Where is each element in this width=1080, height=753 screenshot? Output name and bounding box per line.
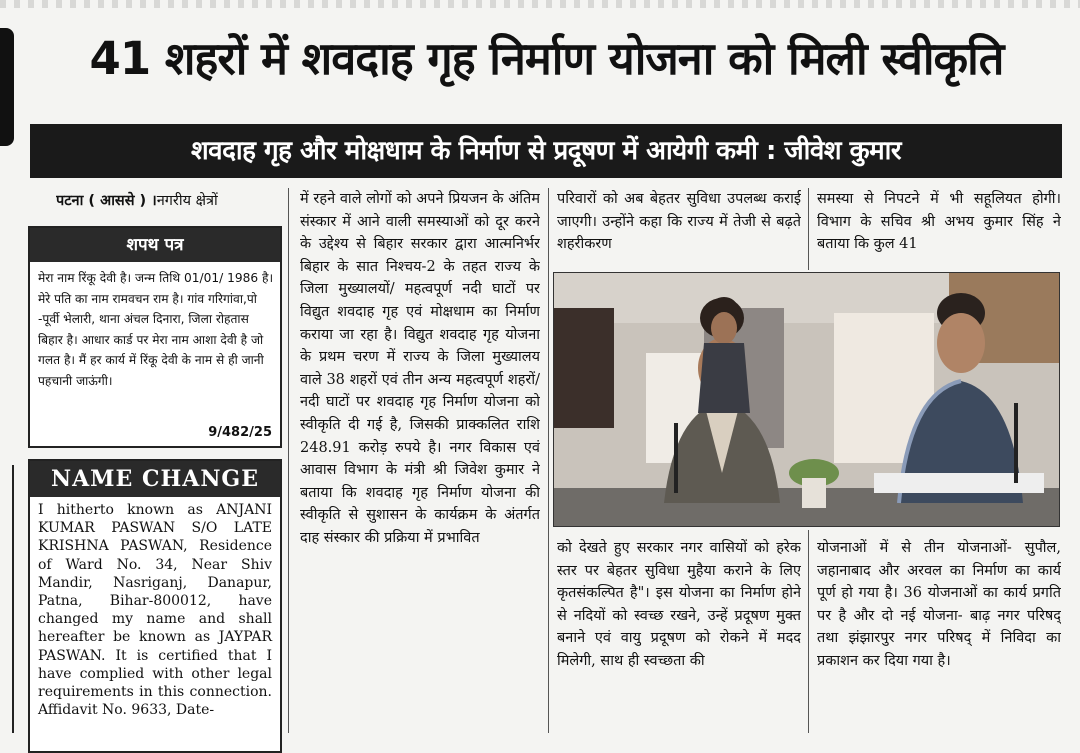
article-column-4-top: समस्या से निपटने में भी सहूलियत होगी। विभाग के सचिव श्री अभय कुमार सिंह ने बताया कि कुल 41	[817, 191, 1061, 253]
left-edge-column-rule	[0, 465, 14, 733]
headline: 41 शहरों में शवदाह गृह निर्माण योजना को मिली स्वीकृति	[89, 32, 1004, 85]
column-rule	[808, 188, 809, 270]
subheadline-bar: शवदाह गृह और मोक्षधाम के निर्माण से प्रदूषण में आयेगी कमी : जीवेश कुमार	[30, 124, 1062, 178]
article-column-4-bottom: योजनाओं में से तीन योजनाओं- सुपौल, जहानाबाद और अरवल का निर्माण का कार्य पूर्ण हो गया है। 36 योजनाओं का कार्य प्रगति पर है और दो नई योजना- बाढ़ नगर परिषद् तथा झंझारपुर नगर परिषद् में निविदा का प्रकाशन कर दिया गया है।	[817, 540, 1061, 669]
dateline-line	[56, 190, 278, 213]
column-rule	[808, 530, 809, 733]
affidavit-number: 9/482/25	[208, 425, 272, 440]
dateline: पटना ( आससे ) ।	[56, 193, 157, 209]
col1-lead-text: नगरीय क्षेत्रों	[156, 193, 218, 209]
affidavit-title: शपथ पत्र	[30, 228, 280, 262]
photo-illustration	[554, 273, 1059, 526]
affidavit-notice	[28, 226, 282, 448]
article-column-2: में रहने वाले लोगों को अपने प्रियजन के अंतिम संस्कार में आने वाली समस्याओं को दूर करने के उद्देश्य से बिहार सरकार द्वारा आत्मनिर्भर बिहार के सात निश्चय-2 के तहत राज्य के जिला मुख्यालयों/ महत्वपूर्ण नदी घाटों पर विद्युत शवदाह गृह एवं मोक्षधाम का निर्माण कराया जा रहा है। विद्युत शवदाह गृह योजना के प्रथम चरण में राज्य के जिला मुख्यालय वाले 38 शहरों एवं तीन अन्य महत्वपूर्ण शहरों/नदी घाटों पर शवदाह गृह निर्माण योजना को स्वीकृति दी गई है, जिसकी प्राक्कलित राशि 248.91 करोड़ रुपये है। नगर विकास एवं आवास विभाग के मंत्री श्री जिवेश कुमार ने बताया कि शवदाह गृह निर्माण योजना की स्वीकृति से सुशासन के कार्यक्रम के अंतर्गत दाह संस्कार की प्रक्रिया में प्रभावित	[300, 191, 540, 546]
news-photo	[553, 272, 1060, 527]
column-rule	[288, 188, 289, 733]
affidavit-text: मेरा नाम रिंकू देवी है। जन्म तिथि 01/01/ 1986 है। मेरे पति का नाम रामवचन राम है। गांव गरिगांवा,पो -पूर्वी भेलारी, थाना अंचल दिनारा, जिला रोहतास बिहार है। आधार कार्ड पर मेरा नाम आशा देवी है जो गलत है। मैं हर कार्य में रिंकू देवी के नाम से ही जानी पहचानी जाऊंगी।	[38, 271, 274, 388]
previous-article-strip	[0, 0, 1080, 8]
name-change-text: I hitherto known as ANJANI KUMAR PASWAN S/O LATE KRISHNA PASWAN, Residence of Ward No. 34, Near Shiv Mandir, Nasriganj, Danapur, Patna, Bihar-800012, have changed my name and shall hereafter be known as JAYPAR PASWAN. It is certified that I have complied with other legal requirements in this connection. Affidavit No. 9633, Date-	[38, 502, 272, 719]
left-edge-graphic	[0, 28, 14, 146]
article-column-3-top: परिवारों को अब बेहतर सुविधा उपलब्ध कराई जाएगी। उन्होंने कहा कि राज्य में तेजी से बढ़ते शहरीकरण	[557, 191, 801, 253]
name-change-title: NAME CHANGE	[30, 461, 280, 497]
column-rule	[548, 188, 549, 733]
name-change-notice	[28, 459, 282, 753]
article-column-3-bottom: को देखते हुए सरकार नगर वासियों को हरेक स्तर पर बेहतर सुविधा मुहैया कराने के लिए कृतसंकल्पित है"। इस योजना का निर्माण होने से नदियों को स्वच्छ रखने, उन्हें प्रदूषण मुक्त बनाने एवं वायु प्रदूषण को रोकने में मदद मिलेगी, साथ ही स्वच्छता की	[557, 540, 801, 669]
